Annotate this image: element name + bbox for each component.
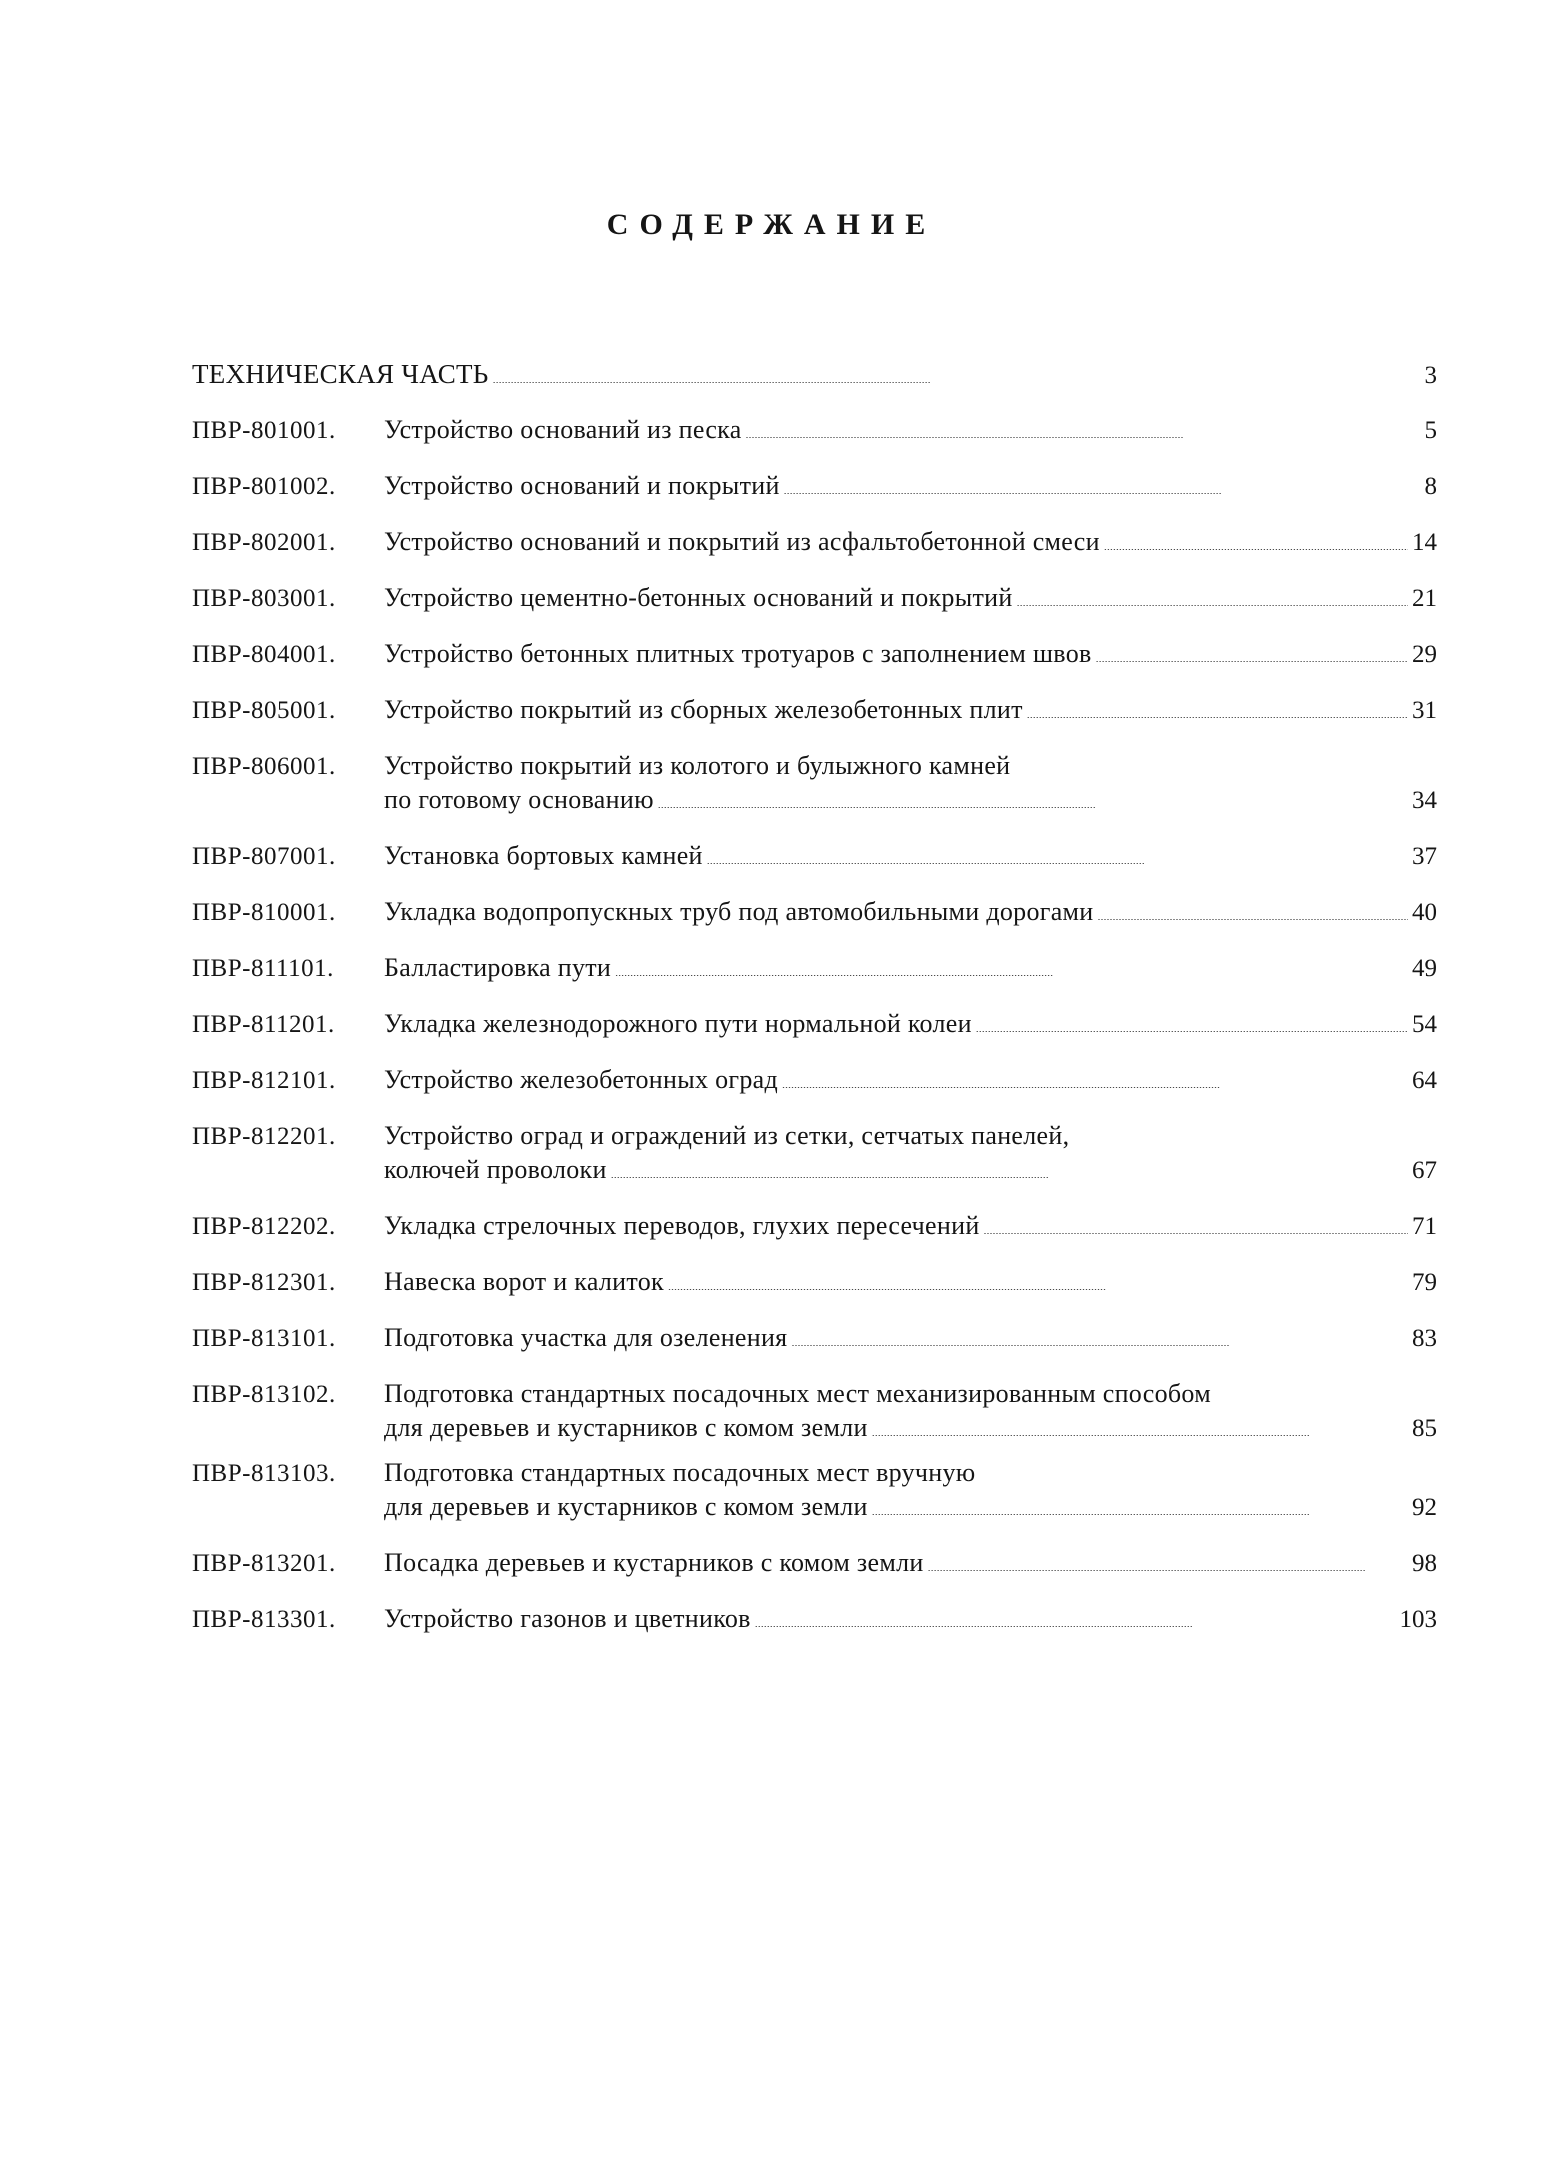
dot-leader — [791, 1345, 1408, 1346]
toc-entry-page: 49 — [1412, 955, 1437, 982]
dot-leader — [782, 1087, 1408, 1088]
toc-entry-title: Устройство бетонных плитных тротуаров с заполнением швов — [384, 639, 1092, 668]
toc-entry-page: 3 — [1424, 362, 1437, 389]
toc-entry-code: ПВР-807001. — [192, 843, 336, 870]
table-of-contents — [192, 346, 1437, 1647]
toc-entry — [192, 626, 1437, 682]
toc-entry-page: 67 — [1412, 1157, 1437, 1184]
dot-leader — [611, 1177, 1408, 1178]
dot-leader — [1027, 717, 1408, 718]
toc-entry — [192, 1119, 1437, 1187]
toc-entry-page: 92 — [1412, 1494, 1437, 1521]
toc-entry — [192, 1198, 1437, 1254]
toc-entry — [192, 1310, 1437, 1366]
toc-entry-code: ПВР-811201. — [192, 1011, 335, 1038]
toc-entry-code: ПВР-812301. — [192, 1269, 336, 1296]
toc-entry — [192, 514, 1437, 570]
toc-entry-page: 64 — [1412, 1067, 1437, 1094]
toc-entry-title: Устройство покрытий из сборных железобетонных плит — [384, 695, 1023, 724]
toc-entry-title: Устройство цементно-бетонных оснований и покрытий — [384, 583, 1013, 612]
toc-entry-page: 98 — [1412, 1550, 1437, 1577]
toc-entry-code: ПВР-806001. — [192, 753, 336, 780]
toc-entry-page: 85 — [1412, 1415, 1437, 1442]
toc-entry — [192, 884, 1437, 940]
toc-entry-title: Подготовка стандартных посадочных мест механизированным способом — [384, 1379, 1211, 1408]
dot-leader — [872, 1435, 1408, 1436]
toc-entry-tech-part — [192, 346, 1437, 402]
toc-entry-title: Устройство покрытий из колотого и булыжного камней — [384, 751, 1011, 780]
toc-entry-title: Устройство оснований из песка — [384, 415, 742, 444]
toc-entry-page: 71 — [1412, 1213, 1437, 1240]
toc-entry-page: 34 — [1412, 787, 1437, 814]
toc-entry — [192, 996, 1437, 1052]
dot-leader — [746, 437, 1413, 438]
toc-entry — [192, 682, 1437, 738]
dot-leader — [784, 493, 1413, 494]
toc-entry-title: Подготовка участка для озеленения — [384, 1323, 788, 1352]
toc-entry-code: ПВР-812101. — [192, 1067, 336, 1094]
toc-entry — [192, 1456, 1437, 1524]
toc-entry-title: ТЕХНИЧЕСКАЯ ЧАСТЬ — [192, 359, 489, 389]
dot-leader — [668, 1289, 1408, 1290]
toc-entry-code: ПВР-812201. — [192, 1123, 336, 1150]
dot-leader — [1098, 919, 1408, 920]
toc-entry — [192, 749, 1437, 817]
toc-entry-code: ПВР-804001. — [192, 641, 336, 668]
toc-entry-title: Устройство оград и ограждений из сетки, сетчатых панелей, — [384, 1121, 1070, 1150]
toc-entry-page: 31 — [1412, 697, 1437, 724]
toc-entry-code: ПВР-813102. — [192, 1381, 336, 1408]
toc-entry-title: Посадка деревьев и кустарников с комом земли — [384, 1548, 924, 1577]
toc-entry — [192, 1591, 1437, 1647]
toc-entry-title: для деревьев и кустарников с комом земли — [384, 1492, 868, 1521]
toc-entry-title: Устройство оснований и покрытий из асфальтобетонной смеси — [384, 527, 1100, 556]
toc-entry-page: 5 — [1424, 417, 1437, 444]
toc-entry — [192, 1377, 1437, 1445]
toc-entry-title: по готовому основанию — [384, 785, 654, 814]
toc-entry-code: ПВР-813101. — [192, 1325, 336, 1352]
toc-entry-title: Подготовка стандартных посадочных мест вручную — [384, 1458, 976, 1487]
toc-entry-code: ПВР-813103. — [192, 1460, 336, 1487]
toc-entry-title: Установка бортовых камней — [384, 841, 703, 870]
toc-entry-page: 29 — [1412, 641, 1437, 668]
toc-entry — [192, 458, 1437, 514]
dot-leader — [493, 382, 1413, 383]
dot-leader — [984, 1233, 1408, 1234]
toc-entry-page: 8 — [1424, 473, 1437, 500]
toc-entry-page: 37 — [1412, 843, 1437, 870]
toc-entry-code: ПВР-813201. — [192, 1550, 336, 1577]
toc-entry-page: 54 — [1412, 1011, 1437, 1038]
dot-leader — [615, 975, 1408, 976]
toc-entry — [192, 1254, 1437, 1310]
dot-leader — [976, 1031, 1408, 1032]
dot-leader — [872, 1514, 1408, 1515]
toc-entry-title: Укладка водопропускных труб под автомобильными дорогами — [384, 897, 1094, 926]
toc-entry — [192, 570, 1437, 626]
toc-entry-title: Навеска ворот и калиток — [384, 1267, 664, 1296]
toc-entry-code: ПВР-801001. — [192, 417, 336, 444]
toc-entry — [192, 1052, 1437, 1108]
toc-entry-page: 83 — [1412, 1325, 1437, 1352]
toc-entry-code: ПВР-801002. — [192, 473, 336, 500]
toc-entry-page: 79 — [1412, 1269, 1437, 1296]
toc-entry-title: для деревьев и кустарников с комом земли — [384, 1413, 868, 1442]
toc-entry-title: Устройство оснований и покрытий — [384, 471, 780, 500]
toc-entry-title: Устройство газонов и цветников — [384, 1604, 751, 1633]
dot-leader — [1017, 605, 1408, 606]
toc-entry — [192, 828, 1437, 884]
dot-leader — [755, 1626, 1396, 1627]
toc-entry-code: ПВР-802001. — [192, 529, 336, 556]
dot-leader — [658, 807, 1408, 808]
toc-entry — [192, 402, 1437, 458]
toc-entry-code: ПВР-813301. — [192, 1606, 336, 1633]
toc-entry-code: ПВР-810001. — [192, 899, 336, 926]
toc-entry-title: Устройство железобетонных оград — [384, 1065, 779, 1094]
toc-entry-page: 103 — [1399, 1606, 1437, 1633]
toc-entry-code: ПВР-811101. — [192, 955, 334, 982]
toc-entry-code: ПВР-805001. — [192, 697, 336, 724]
toc-entry-title: Укладка железнодорожного пути нормальной колеи — [384, 1009, 972, 1038]
dot-leader — [707, 863, 1408, 864]
toc-entry-title: колючей проволоки — [384, 1155, 607, 1184]
toc-entry — [192, 940, 1437, 996]
toc-entry — [192, 1535, 1437, 1591]
page-title: СОДЕРЖАНИЕ — [606, 208, 937, 241]
dot-leader — [1104, 549, 1408, 550]
toc-entry-code: ПВР-812202. — [192, 1213, 336, 1240]
toc-entry-page: 21 — [1412, 585, 1437, 612]
toc-entry-code: ПВР-803001. — [192, 585, 336, 612]
dot-leader — [928, 1570, 1408, 1571]
dot-leader — [1096, 661, 1408, 662]
toc-entry-title: Балластировка пути — [384, 953, 612, 982]
toc-entry-title: Укладка стрелочных переводов, глухих пересечений — [384, 1211, 980, 1240]
toc-entry-page: 40 — [1412, 899, 1437, 926]
toc-entry-page: 14 — [1412, 529, 1437, 556]
